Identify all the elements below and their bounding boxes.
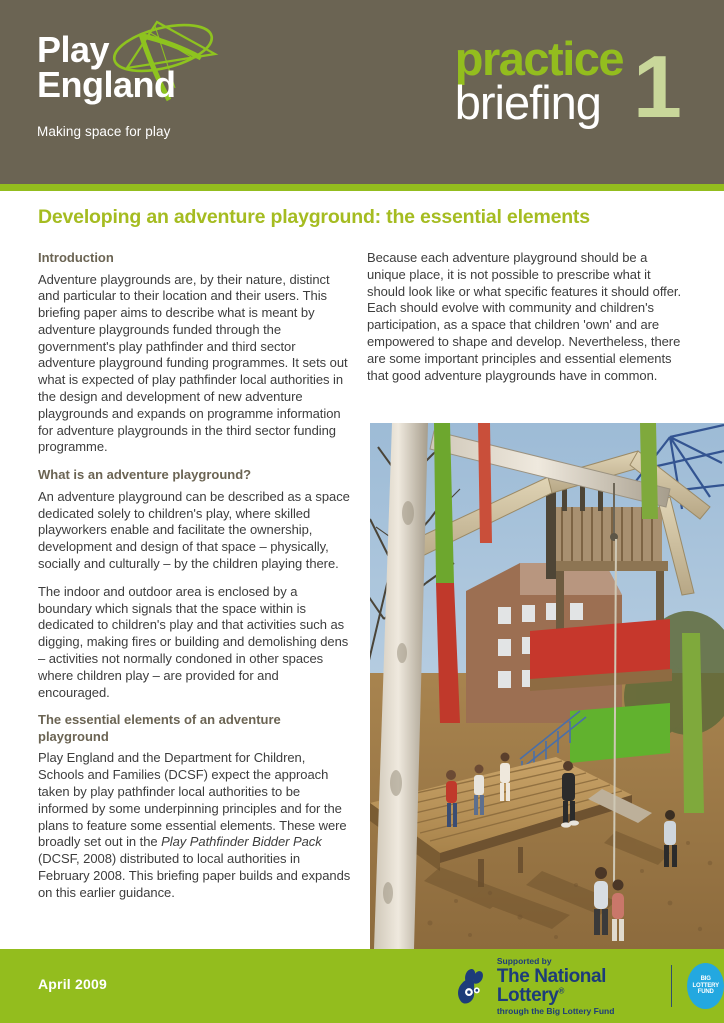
subhead-introduction: Introduction <box>38 250 114 265</box>
logo-line-2: England <box>37 64 176 105</box>
lottery-main-text: The National Lottery <box>496 966 607 1006</box>
big-lottery-fund-badge-text <box>693 976 719 996</box>
left-text-column <box>38 250 353 902</box>
page-title: Developing an adventure playground: the essential elements <box>38 206 590 228</box>
footer-divider <box>671 965 672 1007</box>
paragraph-essential-elements <box>38 750 353 901</box>
header-green-rule <box>0 184 724 191</box>
badge-line-2: LOTTERY <box>692 982 719 989</box>
masthead-word-briefing: briefing <box>454 76 601 129</box>
playground-photo-illustration <box>370 423 724 949</box>
play-england-logo <box>37 29 337 139</box>
lottery-through-big-lottery-fund: through the Big Lottery Fund <box>496 1006 615 1016</box>
paragraph-boundary: The indoor and outdoor area is enclosed by a boundary which signals that the space within is dedicated to children's play and that activities such as digging, making fires or building and demolishing dens – activities not normally condoned in other spaces where children play – are provided for and encouraged. <box>38 583 349 700</box>
crossed-fingers-hand-icon <box>455 965 490 1007</box>
lottery-supported-by: Supported by <box>496 955 552 966</box>
publication-date: April 2009 <box>38 976 107 992</box>
paragraph-text-before: Play England and the Department for Children, Schools and Families (DCSF) expect the approach taken by play pathfinder local authorities to be informed by some underpinning principles and for the plans to feature some essential elements. These were broadly set out in the <box>38 750 347 850</box>
registered-trademark-icon: ® <box>558 986 564 996</box>
page-header <box>0 0 724 184</box>
paragraph-introduction: Adventure playgrounds are, by their nature, distinct and particular to their location and their users. This briefing paper aims to describe what is meant by adventure playgrounds funded through the government's play pathfinder and third sector adventure playground funding programmes. It sets out what is expected of play pathfinder local authorities in the design and development of new adventure playgrounds and expands on programme information for adventure playgrounds in the third sector funding programme. <box>38 271 348 455</box>
paragraph-unique-place: Because each adventure playground should be a unique place, it is not possible to prescribe what it should look like or what specific features it should offer. Each should evolve with community and children's participation, as a space that children 'own' and are empowered to shape and develop. Nevertheless, there are some important principles and essential elements that good adventure playgrounds have in common. <box>367 250 682 383</box>
lottery-main-title <box>497 967 655 1005</box>
paragraph-text-after: (DCSF, 2008) distributed to local authorities in February 2008. This briefing paper builds and expands on this earlier guidance. <box>38 851 351 900</box>
publication-title: Play Pathfinder Bidder Pack <box>161 834 322 850</box>
subhead-essential-elements: The essential elements of an adventure playground <box>38 712 281 744</box>
briefing-masthead <box>454 32 680 136</box>
subhead-what-is-an-adventure-playground: What is an adventure playground? <box>38 467 252 483</box>
lottery-wordmark <box>497 957 655 1016</box>
logo-line-1: Play <box>37 29 110 70</box>
paragraph-definition: An adventure playground can be described as a space dedicated solely to children's play, where skilled playworkers enable and facilitate the ownership, development and design of that space – physically, socially and culturally – by the children playing there. <box>38 488 350 571</box>
issue-number: 1 <box>633 37 680 136</box>
adventure-playground-photo <box>370 423 724 949</box>
masthead-word-practice: practice <box>454 32 624 85</box>
page-footer <box>0 949 724 1023</box>
big-lottery-fund-badge <box>687 963 724 1009</box>
national-lottery-logo <box>455 955 724 1016</box>
logo-tagline: Making space for play <box>37 124 171 139</box>
badge-line-3: FUND <box>697 989 714 996</box>
badge-line-1: BIG <box>700 976 711 983</box>
logo-wordmark <box>37 29 337 105</box>
right-text-column <box>367 250 682 384</box>
